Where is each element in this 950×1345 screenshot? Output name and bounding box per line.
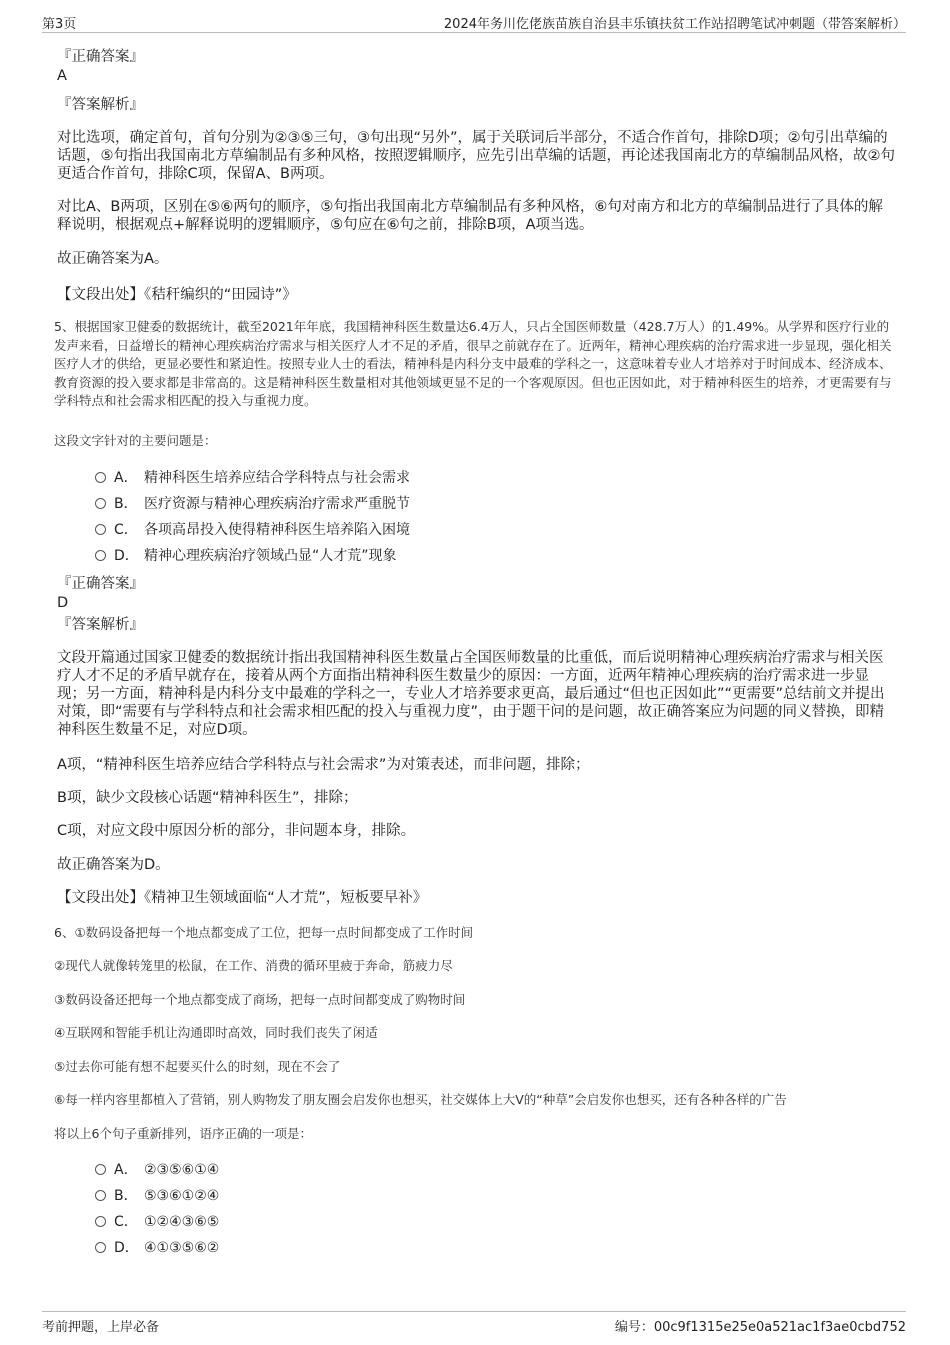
footer-slogan: 考前押题，上岸必备	[42, 1320, 160, 1335]
q6-option-c[interactable]: C． ①②④③⑥⑤	[95, 1213, 219, 1231]
page-footer	[42, 1311, 906, 1336]
q5-answer-label: 『正确答案』	[57, 576, 144, 592]
q5-option-a[interactable]: A． 精神科医生培养应结合学科特点与社会需求	[95, 469, 410, 487]
radio-icon[interactable]	[95, 1164, 106, 1175]
q5-analysis-item: C项，对应文段中原因分析的部分，非问题本身，排除。	[57, 823, 416, 839]
q5-analysis-conclusion: 故正确答案为D。	[57, 857, 170, 873]
radio-icon[interactable]	[95, 472, 106, 483]
q5-answer: D	[57, 595, 69, 611]
q6-sentence: ②现代人就像转笼里的松鼠，在工作、消费的循环里疲于奔命，筋疲力尽	[54, 958, 453, 973]
radio-icon[interactable]	[95, 1216, 106, 1227]
document-code: 编号：00c9f1315e25e0a521ac1f3ae0cbd752	[614, 1320, 906, 1335]
page-header	[42, 12, 906, 33]
q5-option-b[interactable]: B． 医疗资源与精神心理疾病治疗需求严重脱节	[95, 495, 410, 513]
page-number: 第3页	[42, 17, 77, 32]
q4-answer-label: 『正确答案』	[57, 49, 144, 65]
q6-option-d[interactable]: D． ④①③⑤⑥②	[95, 1239, 219, 1257]
q4-analysis-paragraph: 对比选项，确定首句，首句分别为②③⑤三句，③句出现“另外”，属于关联词后半部分，不适合作首句，排除D项；②句引出草编的话题，⑤句指出我国南北方草编制品有多种风格，按照逻辑顺序，应先引出草编的话题，再论述我国南北方的草编制品风格，故②句更适合作首句，排除C项，保留A、B两项。	[57, 130, 895, 182]
q5-prompt: 这段文字针对的主要问题是：	[54, 433, 217, 448]
q4-analysis-label: 『答案解析』	[57, 97, 144, 113]
q4-analysis-paragraph: 对比A、B两项，区别在⑤⑥两句的顺序，⑤句指出我国南北方草编制品有多种风格，⑥句对南方和北方的草编制品进行了具体的解释说明，根据观点+解释说明的逻辑顺序，⑤句应在⑥句之前，排除B项，A项当选。	[57, 199, 883, 233]
q4-analysis-conclusion: 故正确答案为A。	[57, 251, 169, 267]
radio-icon[interactable]	[95, 498, 106, 509]
document-title: 2024年务川仡佬族苗族自治县丰乐镇扶贫工作站招聘笔试冲刺题（带答案解析）	[443, 17, 906, 32]
q6-prompt: 将以上6个句子重新排列，语序正确的一项是：	[54, 1126, 312, 1141]
radio-icon[interactable]	[95, 524, 106, 535]
q4-answer: A	[57, 68, 67, 84]
q5-analysis-item: A项，“精神科医生培养应结合学科特点与社会需求”为对策表述，而非问题，排除；	[57, 757, 590, 773]
q5-stem: 5、根据国家卫健委的数据统计，截至2021年年底，我国精神科医生数量达6.4万人，只占全国医师数量（428.7万人）的1.49%。从学界和医疗行业的发声来看，日益增长的精神心理疾病治疗需求与相关医疗人才不足的矛盾，很早之前就存在了。近两年，精神心理疾病的治疗需求进一步显现，强化相关医疗人才的供给，更显必要性和紧迫性。按照专业人士的看法，精神科是内科分支中最难的学科之一，这意味着专业人才培养对于时间成本、经济成本、教育资源的投入要求都是非常高的。这是精神科医生数量相对其他领域更显不足的一个客观原因。但也正因如此，对于精神科医生的培养，才更需要有与学科特点和社会需求相匹配的投入与重视力度。	[54, 319, 892, 408]
q4-source: 【文段出处】《秸秆编织的“田园诗”》	[57, 287, 297, 303]
q5-option-c[interactable]: C． 各项高昂投入使得精神科医生培养陷入困境	[95, 521, 410, 539]
q5-option-d[interactable]: D． 精神心理疾病治疗领域凸显“人才荒”现象	[95, 547, 397, 565]
q5-source: 【文段出处】《精神卫生领域面临“人才荒”，短板要早补》	[57, 890, 428, 906]
radio-icon[interactable]	[95, 1242, 106, 1253]
q6-option-a[interactable]: A． ②③⑤⑥①④	[95, 1161, 219, 1179]
q6-sentence: 6、①数码设备把每一个地点都变成了工位，把每一点时间都变成了工作时间	[54, 925, 474, 940]
q6-sentence: ④互联网和智能手机让沟通即时高效，同时我们丧失了闲适	[54, 1025, 378, 1040]
radio-icon[interactable]	[95, 550, 106, 561]
q5-analysis-item: B项，缺少文段核心话题“精神科医生”，排除；	[57, 790, 358, 806]
q6-sentence: ⑥每一样内容里都植入了营销，别人购物发了朋友圈会启发你也想买，社交媒体上大V的“种草”会启发你也想买，还有各种各样的广告	[54, 1092, 787, 1107]
q5-analysis-paragraph: 文段开篇通过国家卫健委的数据统计指出我国精神科医生数量占全国医师数量的比重低，而后说明精神心理疾病治疗需求与相关医疗人才不足的矛盾早就存在，接着从两个方面指出精神科医生数量少的原因：一方面，近两年精神心理疾病的治疗需求进一步显现；另一方面，精神科是内科分支中最难的学科之一，专业人才培养要求更高，最后通过“但也正因如此”“更需要”总结前文并提出对策，即“需要有与学科特点和社会需求相匹配的投入与重视力度”，由于题干问的是问题，故正确答案应为问题的同义替换，即精神科医生数量不足，对应D项。	[57, 650, 885, 738]
q6-sentence: ③数码设备还把每一个地点都变成了商场，把每一点时间都变成了购物时间	[54, 992, 466, 1007]
q6-sentence: ⑤过去你可能有想不起要买什么的时刻，现在不会了	[54, 1059, 341, 1074]
radio-icon[interactable]	[95, 1190, 106, 1201]
q5-analysis-label: 『答案解析』	[57, 617, 144, 633]
q6-option-b[interactable]: B． ⑤③⑥①②④	[95, 1187, 219, 1205]
